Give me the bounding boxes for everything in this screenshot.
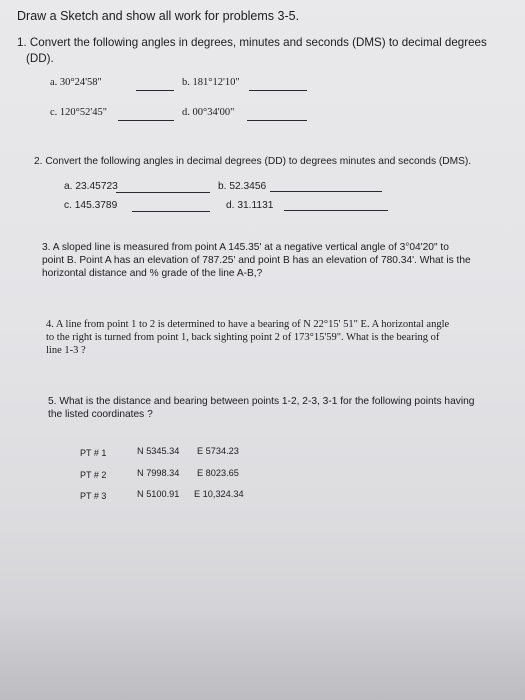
problem-2-text: 2. Convert the following angles in decimal degrees (DD) to degrees minutes and seconds (DMS).	[34, 156, 472, 167]
answer-line-2b	[270, 191, 382, 192]
problem-1b: b. 181°12'10"	[182, 77, 240, 88]
coord-easting: E 5734.23	[197, 446, 239, 456]
coord-point-label: PT # 2	[80, 470, 107, 480]
problem-4-text-line-2: to the right is turned from point 1, back sighting point 2 of 173°15'59". What is the bearing of	[46, 332, 440, 343]
problem-3-text-line-1: 3. A sloped line is measured from point A 145.35' at a negative vertical angle of 3°04'20" to	[42, 242, 449, 253]
problem-2c: c. 145.3789	[64, 200, 118, 211]
coord-northing: N 7998.34	[137, 468, 180, 478]
answer-line-1c	[118, 120, 174, 121]
problem-3-text-line-2: point B. Point A has an elevation of 787.25' and point B has an elevation of 780.34'. What is the	[42, 255, 471, 266]
coord-northing: N 5345.34	[137, 446, 180, 456]
page-shadow	[0, 610, 525, 700]
problem-4-text-line-1: 4. A line from point 1 to 2 is determined to have a bearing of N 22°15' 51" E. A horizontal angle	[46, 319, 450, 330]
problem-1-text-line-1: 1. Convert the following angles in degrees, minutes and seconds (DMS) to decimal degrees	[17, 36, 487, 49]
answer-line-1d	[247, 120, 307, 121]
coord-point-label: PT # 1	[80, 448, 107, 458]
problem-3-text-line-3: horizontal distance and % grade of the line A-B,?	[42, 268, 263, 279]
coord-point-label: PT # 3	[80, 491, 107, 501]
problem-1a: a. 30°24'58"	[50, 77, 102, 88]
problem-2a: a. 23.45723	[64, 181, 118, 192]
coord-easting: E 10,324.34	[194, 489, 244, 499]
problem-2b: b. 52.3456	[218, 181, 267, 192]
answer-line-2c	[132, 211, 210, 212]
problem-1-text-line-2: (DD).	[26, 52, 54, 65]
coord-northing: N 5100.91	[137, 489, 180, 499]
coord-easting: E 8023.65	[197, 468, 239, 478]
problem-1c: c. 120°52'45"	[50, 107, 108, 118]
problem-2d: d. 31.1131	[226, 200, 274, 211]
problem-5-text-line-1: 5. What is the distance and bearing between points 1-2, 2-3, 3-1 for the following points having	[48, 396, 475, 407]
answer-line-1a	[136, 90, 174, 91]
answer-line-2d	[284, 210, 388, 211]
problem-1d: d. 00°34'00"	[182, 107, 235, 118]
problem-4-text-line-3: line 1-3 ?	[46, 345, 86, 356]
answer-line-1b	[249, 90, 307, 91]
problem-5-text-line-2: the listed coordinates ?	[48, 409, 153, 420]
answer-line-2a	[116, 192, 210, 193]
page-title: Draw a Sketch and show all work for problems 3-5.	[17, 9, 300, 23]
